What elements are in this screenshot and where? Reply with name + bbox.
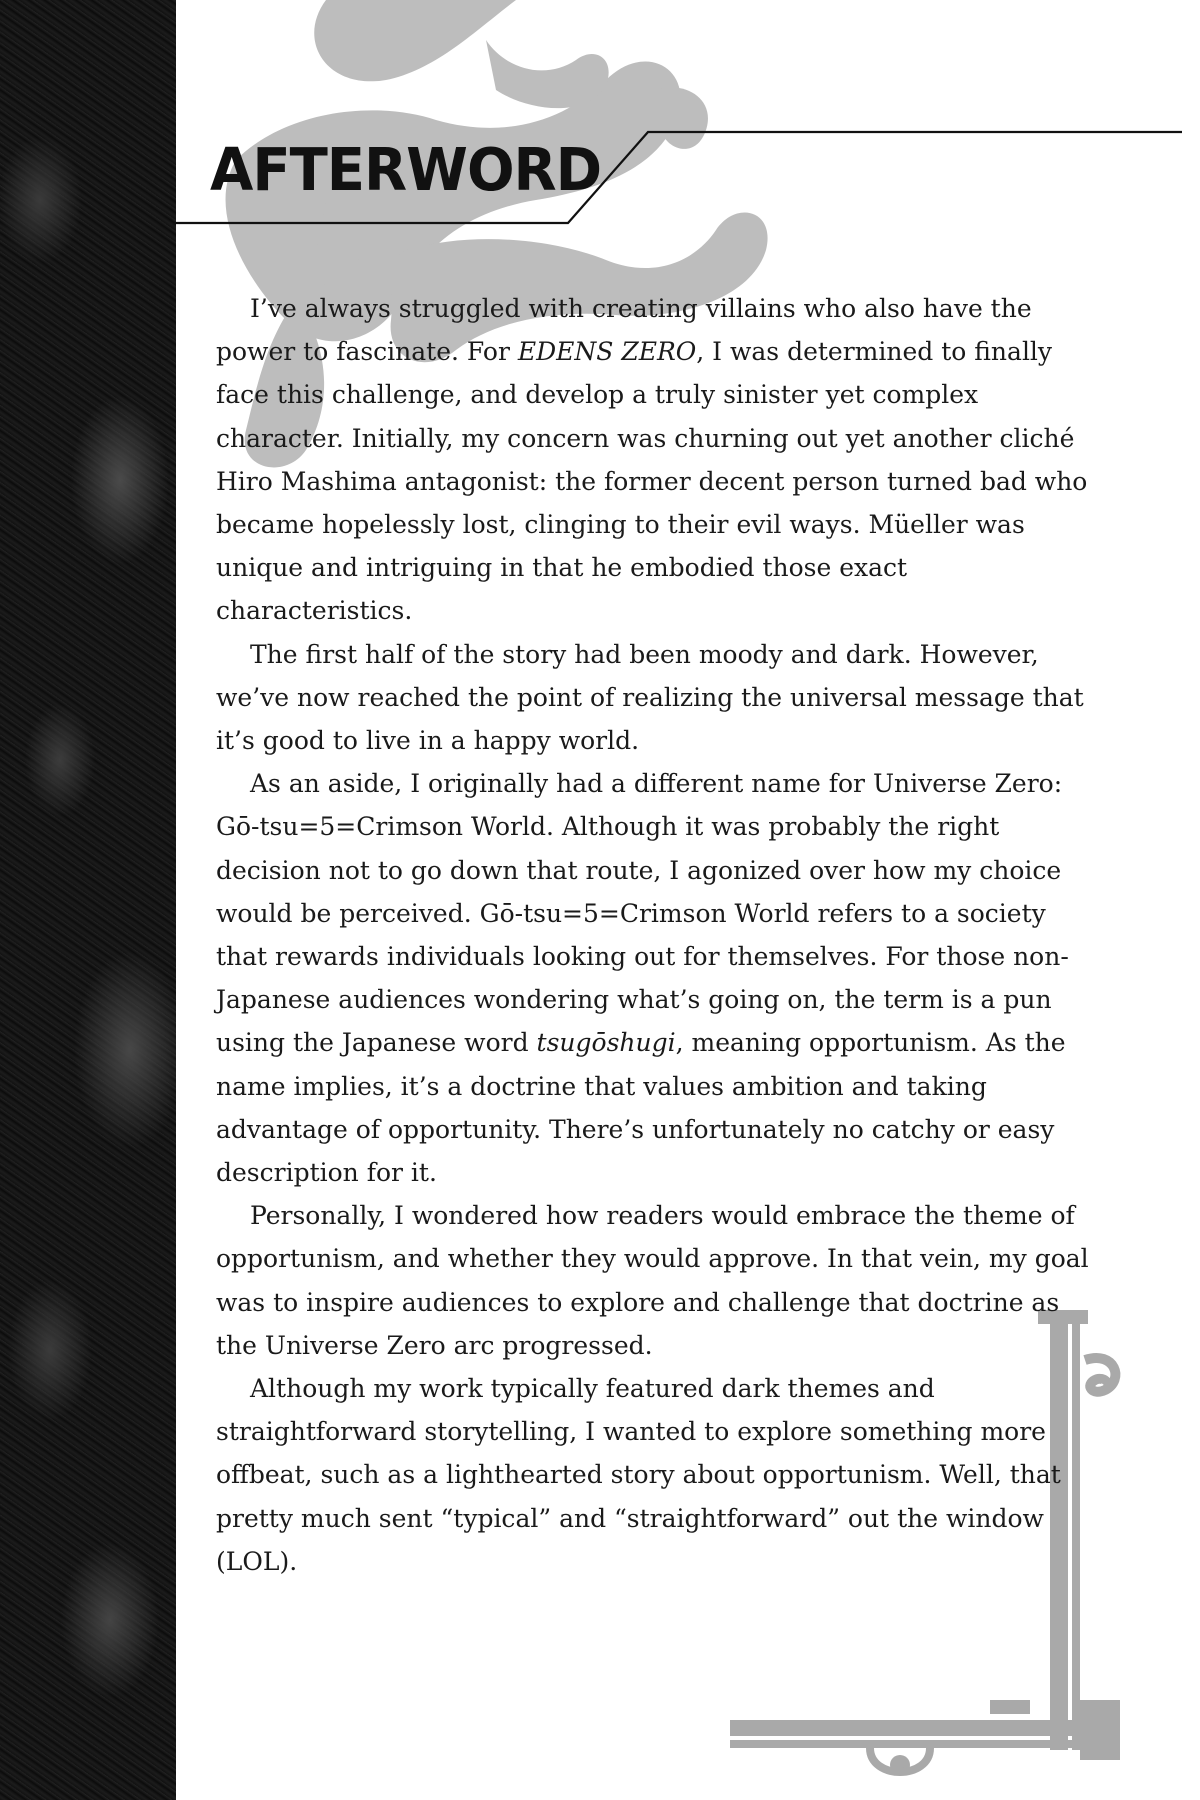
paragraph: The first half of the story had been moody and dark. However, we’ve now reached the point of realizing the universal message that it’s good to live in a happy world. xyxy=(216,639,1084,756)
paragraph: Personally, I wondered how readers would embrace the theme of opportunism, and whether they would approve. In that vein, my goal was to inspire audiences to explore and challenge that doctrine as the Universe Zero arc progressed. xyxy=(216,1201,1089,1360)
page-title: AFTERWORD xyxy=(210,136,602,205)
afterword-body xyxy=(216,287,1096,1583)
paragraph: Although my work typically featured dark themes and straightforward storytelling, I wanted to explore something more offbeat, such as a lighthearted story about opportunism. Well, that pretty much sent “typical” and “straightforward” out the window (LOL). xyxy=(216,1374,1061,1576)
dark-texture-band xyxy=(0,0,176,1800)
paragraph: As an aside, I originally had a different name for Universe Zero: Gō-tsu=5=Crimson World. Although it was probably the right decision not to go down that route, I agonized over how my choice would be perceived. Gō-tsu=5=Crimson World refers to a society that rewards individuals looking out for themselves. For those non-Japanese audiences wondering what’s going on, the term is a pun using the Japanese word tsugōshugi, meaning opportunism. As the name implies, it’s a doctrine that values ambition and taking advantage of opportunity. There’s unfortunately no catchy or easy description for it. xyxy=(216,769,1069,1188)
paragraph: I’ve always struggled with creating villains who also have the power to fascinate. For EDENS ZERO, I was determined to finally face this challenge, and develop a truly sinister yet complex character. Initially, my concern was churning out yet another cliché Hiro Mashima antagonist: the former decent person turned bad who became hopelessly lost, clinging to their evil ways. Müeller was unique and intriguing in that he embodied those exact characteristics. xyxy=(216,294,1088,626)
